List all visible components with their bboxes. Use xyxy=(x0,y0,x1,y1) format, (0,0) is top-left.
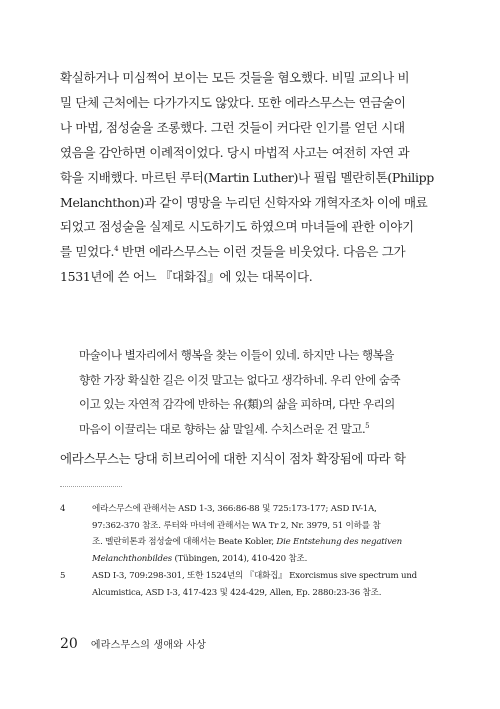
quote-line-text: 마음이 이끌리는 대로 향하는 삶 말일세. 수치스러운 건 말고. xyxy=(79,421,366,436)
page-footer xyxy=(60,633,206,652)
body-line: 되었고 점성술을 실제로 시도하기도 하였으며 마녀들에 관한 이야기 xyxy=(60,219,414,235)
body-line: 학을 지배했다. 마르틴 루터(Martin Luther)나 필립 멜란히톤(Philipp xyxy=(60,169,434,185)
footnote-line: ASD I-3, 709:298-301, 또한 1524년의 『대화집』 Exorcismus sive spectrum und xyxy=(92,571,417,582)
quote-line: 향한 가장 확실한 길은 이것 말고는 없다고 생각하네. 우리 안에 숨죽 xyxy=(79,372,401,387)
footnote-line: 에라스무스에 관해서는 ASD 1-3, 366:86-88 및 725:173-177; ASD IV-1A, xyxy=(92,504,377,514)
footnote-ref-4[interactable]: 4 xyxy=(114,245,119,254)
footnote-text: (Tübingen, 2014), 410-420 참조. xyxy=(171,553,308,564)
footnote-divider xyxy=(60,486,122,487)
body-paragraph xyxy=(60,66,446,290)
body-line: 1531년에 쓴 어느 『대화집』에 있는 대목이다. xyxy=(60,269,313,285)
quote-line: 마술이나 별자리에서 행복을 찾는 이들이 있네. 하지만 나는 행복을 xyxy=(79,348,394,362)
body-line: 밀 단체 근처에는 다가가지도 않았다. 또한 에라스무스는 연금술이 xyxy=(60,94,406,110)
body-line: 확실하거나 미심쩍어 보이는 모든 것들을 혐오했다. 비밀 교의나 비 xyxy=(60,70,410,85)
body-line: 나 마법, 점성술을 조롱했다. 그런 것들이 커다란 인기를 얻던 시대 xyxy=(60,119,405,135)
footnote-number: 5 xyxy=(60,571,66,582)
book-title-italic: Melanchthonbildes xyxy=(92,553,172,564)
book-title-italic: Die Entstehung des negativen xyxy=(276,537,402,548)
quote-line xyxy=(79,417,447,442)
footnotes xyxy=(60,501,450,603)
body-line xyxy=(60,240,446,265)
footnote-item xyxy=(60,501,450,567)
continuation-paragraph: 에라스무스는 당대 히브리어에 대한 지식이 점차 확장됨에 따라 학 xyxy=(60,451,406,466)
footnote-text: 조. 멜란히톤과 점성술에 대해서는 Beate Kobler, xyxy=(92,537,277,548)
footnote-ref-5[interactable]: 5 xyxy=(365,421,370,430)
block-quote xyxy=(79,343,447,441)
footnote-line: Alcumistica, ASD I-3, 417-423 및 424-429, Allen, Ep. 2880:23-36 참조. xyxy=(92,587,382,598)
page-number: 20 xyxy=(60,636,78,652)
quote-line: 이고 있는 자연적 감각에 반하는 유(類)의 삶을 피하며, 다만 우리의 xyxy=(79,397,395,411)
footnote-line xyxy=(92,534,450,551)
footnote-line: 97:362-370 참조. 루터와 마녀에 관해서는 WA Tr 2, Nr. 3979, 51 이하를 참 xyxy=(92,520,381,531)
body-line-text: 를 믿었다. xyxy=(60,244,115,260)
body-line: Melanchthon)과 같이 명망을 누리던 신학자와 개혁자조차 이에 매료 xyxy=(60,194,428,210)
body-line: 였음을 감안하면 이례적이었다. 당시 마법적 사고는 여전히 자연 과 xyxy=(60,144,410,160)
running-title: 에라스무스의 생애와 사상 xyxy=(90,640,207,651)
footnote-line xyxy=(92,551,450,568)
body-line-text: 반면 에라스무스는 이런 것들을 비웃었다. 다음은 그가 xyxy=(118,244,406,260)
footnote-item xyxy=(60,568,450,601)
footnote-number: 4 xyxy=(60,504,66,514)
